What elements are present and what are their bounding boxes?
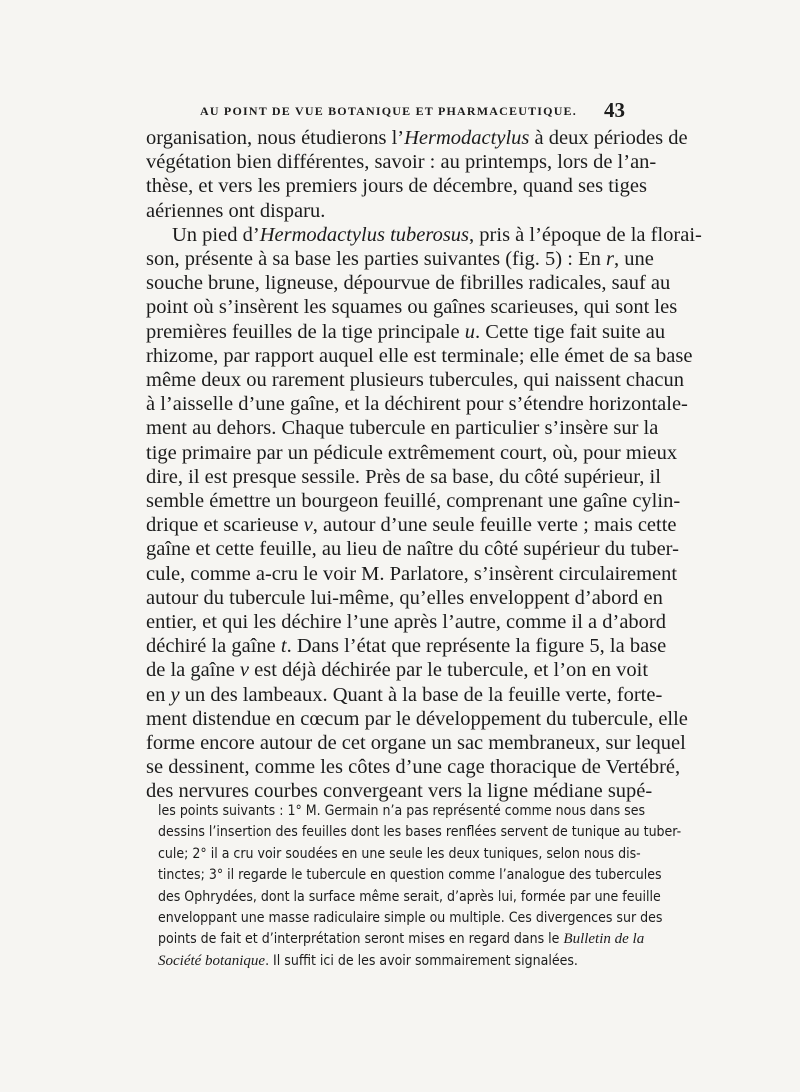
text-run: végétation bien différentes, savoir : au printemps, lors de l’an- [146,151,657,174]
text-run: son, présente à sa base les parties suivantes (fig. 5) : En [146,248,606,271]
text-run: à deux périodes de [529,127,688,149]
italic-run: y [170,683,180,706]
text-line [146,441,678,465]
text-run: thèse, et vers les premiers jours de décembre, quand ses tiges [146,175,647,198]
text-run: dessins l’insertion des feuilles dont les bases renflées servent de tunique au tuber- [158,824,682,841]
text-run: cule, comme a-cru le voir M. Parlatore, s’insèrent circulairement [146,562,678,585]
text-run: ment distendue en cœcum par le développement du tubercule, elle [146,707,688,730]
footnote-line [158,887,661,908]
italic-run: r [605,248,614,271]
italic-run: Société botanique [158,952,266,969]
text-run: tige primaire par un pédicule extrêmement court, où, pour mieux [146,441,678,464]
italic-run: Hermodactylus [404,127,530,149]
text-line [146,610,666,634]
italic-run: t [280,635,287,658]
page-number: 43 [604,98,625,122]
text-line [146,586,663,610]
text-run: à l’aisselle d’une gaîne, et la déchirent pour s’étendre horizontale- [146,393,688,416]
footnote [158,801,682,972]
text-run: même deux ou rarement plusieurs tubercules, qui naissent chacun [146,369,684,392]
text-run: entier, et qui les déchire l’une après l’autre, comme il a d’abord [146,611,666,634]
text-line [146,174,647,198]
text-run: est déjà déchirée par le tubercule, et l’on en voit [249,659,649,682]
text-line [146,562,678,586]
body-text [146,126,702,804]
text-line [146,392,688,416]
footnote-line [158,951,636,972]
text-run: . Dans l’état que représente la figure 5, la base [286,635,667,658]
text-line [146,537,679,561]
text-run: point où s’insèrent les squames ou gaînes scarieuses, qui sont les [146,296,678,319]
text-line [146,513,677,537]
text-run: ment au dehors. Chaque tubercule en particulier s’insère sur la [146,417,659,440]
text-run: . Cette tige fait suite au [475,320,666,343]
text-line [146,707,688,731]
text-run: enveloppant une masse radiculaire simple ou multiple. Ces divergences sur des [158,910,663,927]
text-line [146,465,661,489]
text-run: , une [613,248,654,271]
text-run: les points suivants : 1° M. Germain n’a pas représenté comme nous dans ses [158,803,646,819]
italic-run: u [464,320,476,343]
text-run: . Il suffit ici de les avoir sommairement signalées. [265,952,578,969]
text-line [146,320,666,344]
footnote-line [158,908,663,929]
text-run: des Ophrydées, dont la surface même serait, d’après lui, formée par une feuille [158,888,661,905]
text-line [146,223,702,247]
text-line [146,247,654,271]
text-line [146,489,681,513]
text-run: en [146,683,171,706]
text-run: rhizome, par rapport auquel elle est terminale; elle émet de sa base [146,344,693,367]
italic-run: Hermodactylus tuberosus [259,223,470,246]
text-run: points de fait et d’interprétation seront mises en regard dans le [158,931,564,948]
text-run: dire, il est presque sessile. Près de sa base, du côté supérieur, il [146,465,661,488]
footnote-line [158,865,662,886]
text-line [146,271,671,295]
text-run: gaîne et cette feuille, au lieu de naître du côté supérieur du tuber- [146,538,679,561]
text-line [146,150,657,174]
italic-run: v [303,514,313,537]
text-run: forme encore autour de cet organe un sac membraneux, sur lequel [146,732,686,755]
text-run: se dessinent, comme les côtes d’une cage thoracique de Vertébré, [146,756,681,779]
text-line [146,126,688,150]
footnote-line [158,822,682,843]
text-line [146,683,663,707]
italic-run: Bulletin de la [563,931,645,948]
text-run: des nervures courbes convergeant vers la ligne médiane supé- [146,780,653,803]
running-head: AU POINT DE VUE BOTANIQUE ET PHARMACEUTIQUE. [200,104,577,118]
text-run: autour du tubercule lui-même, qu’elles enveloppent d’abord en [146,586,663,609]
footnote-line [158,929,645,950]
text-run: premières feuilles de la tige principale [146,320,465,343]
footnote-line [158,844,641,865]
text-line [146,344,693,368]
text-run: tinctes; 3° il regarde le tubercule en question comme l’analogue des tubercules [158,867,662,884]
text-line [146,368,684,392]
text-line [146,416,659,440]
text-run: souche brune, ligneuse, dépourvue de fibrilles radicales, sauf au [146,272,671,295]
text-line [146,755,681,779]
text-line [146,658,649,682]
text-run: organisation, nous étudierons l’ [146,127,405,149]
text-line [146,634,667,658]
text-line [146,295,678,319]
text-run: drique et scarieuse [146,514,304,537]
footnote-line [158,801,646,822]
text-run: , pris à l’époque de la florai- [469,223,702,246]
text-run: aériennes ont disparu. [146,199,326,222]
text-run: , autour d’une seule feuille verte ; mais cette [312,514,677,537]
text-run: déchiré la gaîne [146,635,281,658]
text-run: Un pied d’ [172,223,260,246]
text-run: semble émettre un bourgeon feuillé, comprenant une gaîne cylin- [146,490,681,513]
text-run: cule; 2° il a cru voir soudées en une seule les deux tuniques, selon nous dis- [158,845,641,862]
text-run: un des lambeaux. Quant à la base de la feuille verte, forte- [179,683,663,706]
text-run: de la gaîne [146,659,240,682]
text-line [146,731,686,755]
italic-run: v [239,659,250,682]
text-line [146,199,630,223]
